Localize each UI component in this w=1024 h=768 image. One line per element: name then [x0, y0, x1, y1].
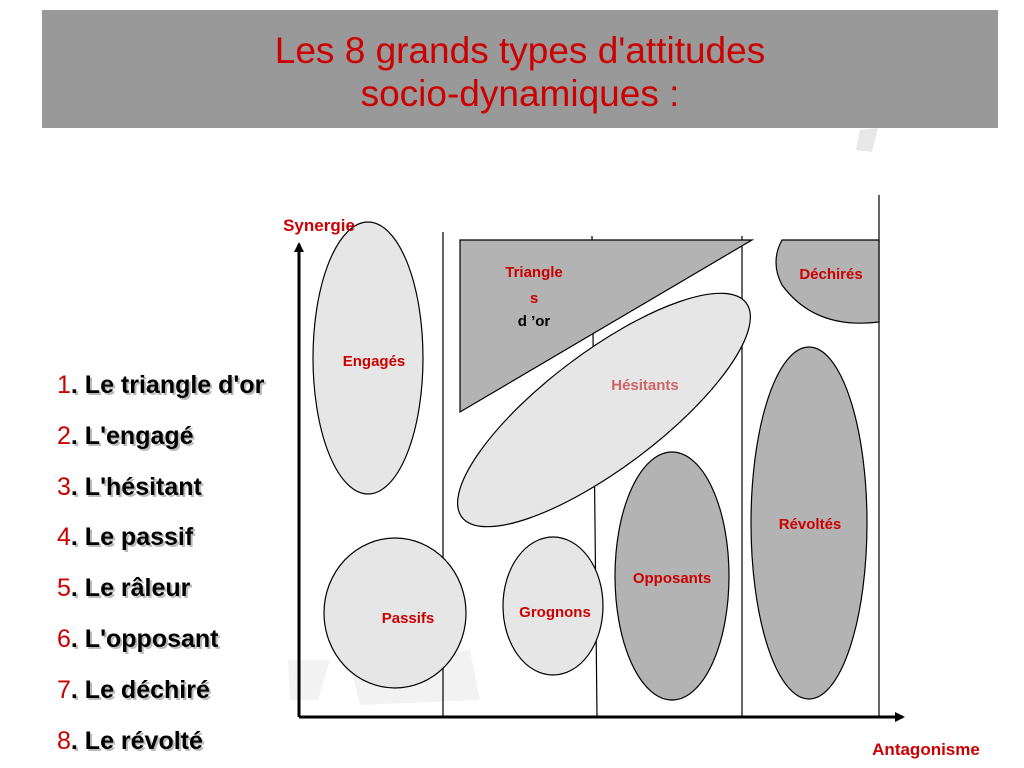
list-item-number: 3 — [57, 472, 71, 501]
list-item-text: . L'engagé — [70, 421, 194, 450]
x-axis-label: Antagonisme — [872, 740, 980, 759]
list-item-text: . Le passif — [70, 523, 194, 552]
list-item-text: . Le triangle d'or — [70, 371, 265, 399]
list-item-number: 8 — [57, 726, 71, 755]
dechires-label: Déchirés — [799, 266, 863, 283]
grognons-label: Grognons — [519, 604, 591, 621]
hesitants-label: Hésitants — [611, 377, 679, 394]
triangle-label-line-1: Triangle — [505, 264, 563, 281]
list-item-number: 7 — [57, 675, 71, 704]
attitudes-list — [57, 360, 264, 766]
list-item — [57, 716, 264, 767]
list-item — [57, 512, 264, 563]
y-axis-label: Synergie — [283, 216, 355, 235]
opposants-label: Opposants — [632, 570, 712, 587]
list-item — [57, 411, 264, 462]
passifs-label: Passifs — [381, 610, 435, 627]
list-item — [57, 665, 264, 716]
page-title-line-1: Les 8 grands types d'attitudes — [274, 30, 766, 71]
revoltes-label: Révoltés — [778, 516, 842, 533]
list-item — [57, 462, 264, 513]
list-item-text: . Le déchiré — [70, 675, 210, 704]
list-item-number: 4 — [57, 523, 71, 552]
list-item-number: 5 — [57, 574, 71, 603]
list-item-number: 2 — [57, 421, 71, 450]
list-item — [57, 360, 264, 411]
list-item — [57, 614, 264, 665]
page-title-line-2: socio-dynamiques : — [360, 73, 680, 114]
list-item-number: 1 — [57, 371, 71, 399]
list-item — [57, 563, 264, 614]
list-item-text: . L'opposant — [70, 624, 219, 653]
list-item-text: . Le râleur — [70, 574, 191, 603]
list-item-text: . Le révolté — [70, 726, 203, 755]
triangle-label-line-2: s — [529, 290, 539, 307]
triangle-label-line-3: d ’or — [517, 313, 551, 330]
list-item-number: 6 — [57, 624, 71, 653]
list-item-text: . L'hésitant — [70, 472, 202, 501]
engages-label: Engagés — [342, 353, 406, 370]
